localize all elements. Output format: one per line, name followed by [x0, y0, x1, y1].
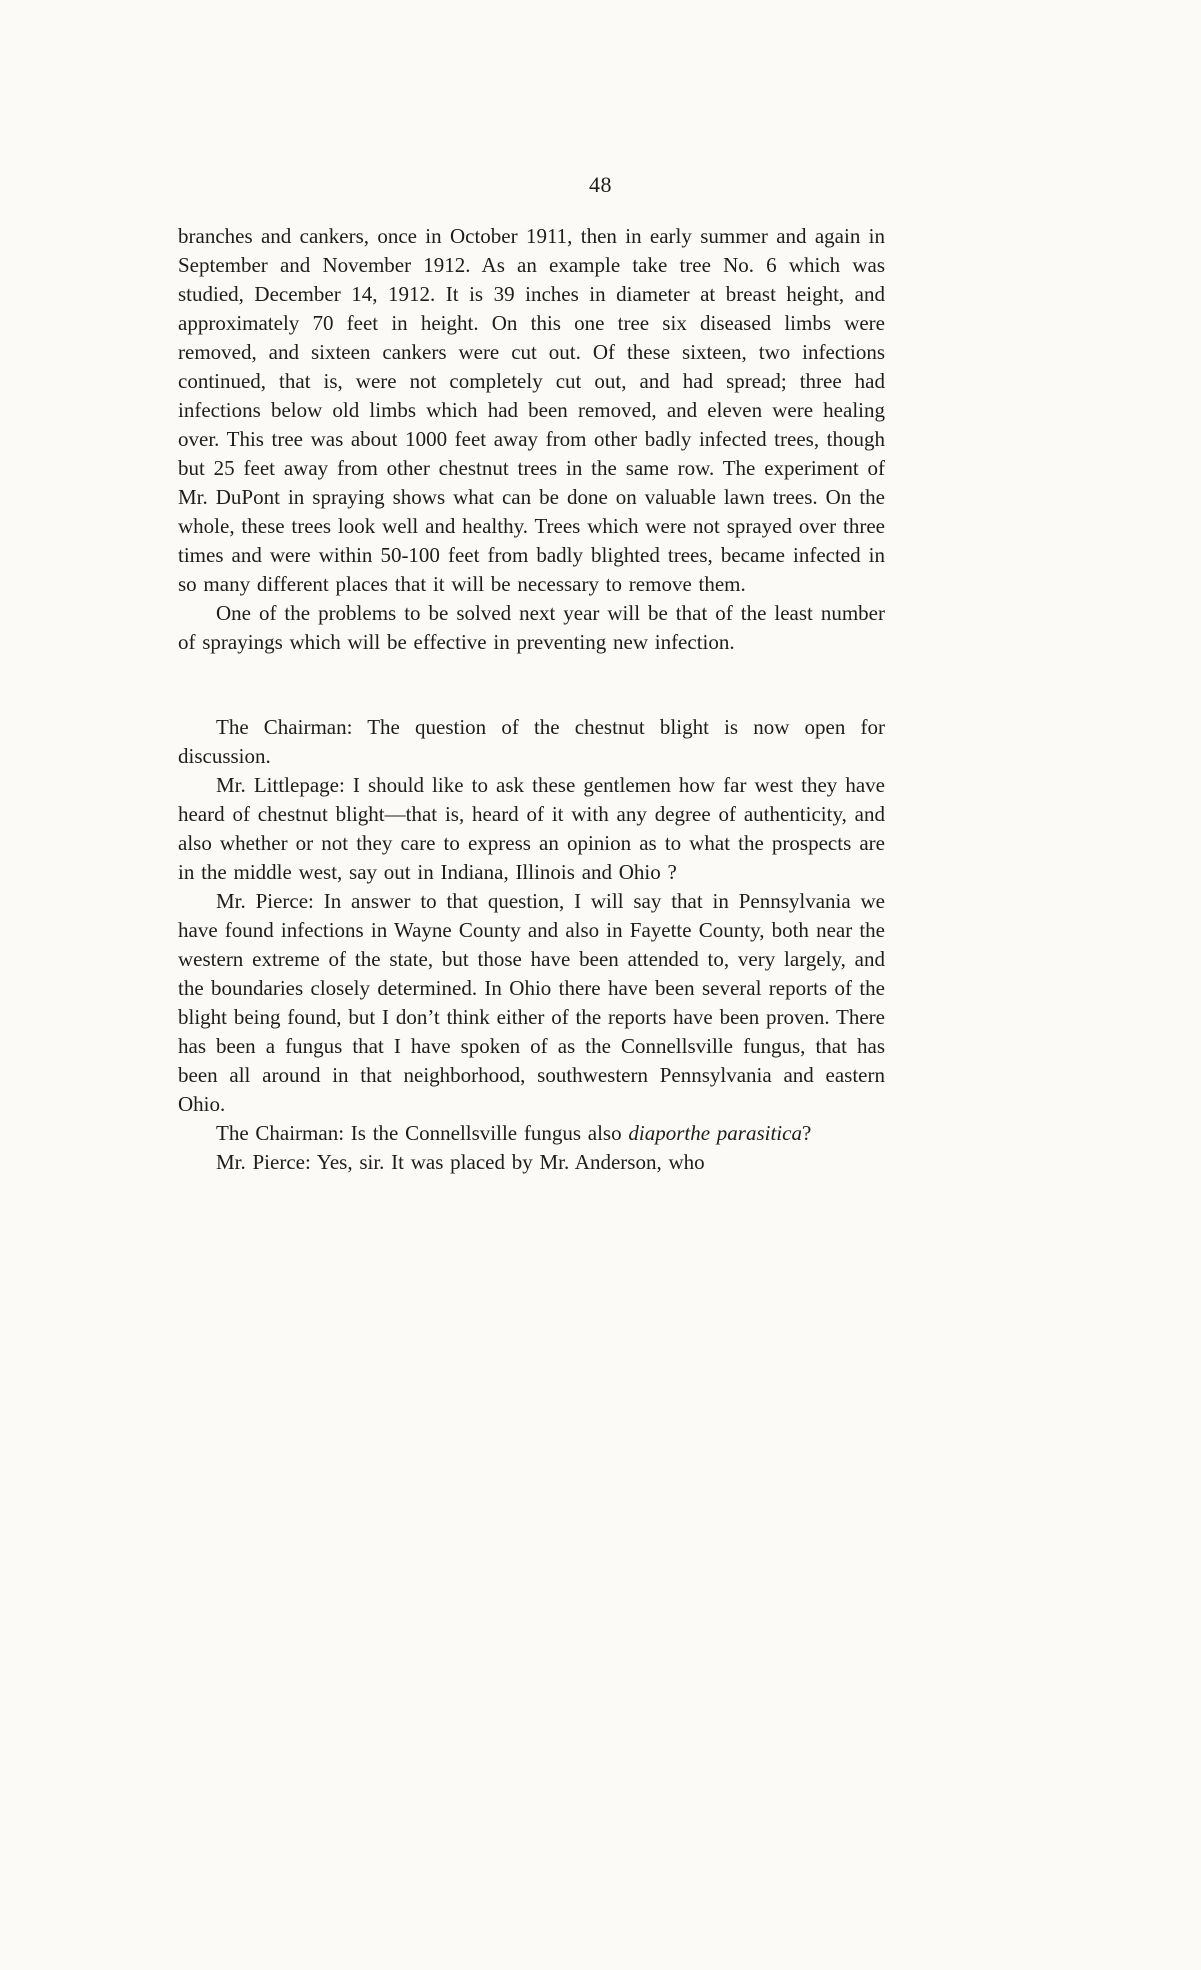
text-segment: The Chairman: Is the Connellsville fungus also — [216, 1121, 629, 1145]
paragraph — [178, 1119, 885, 1148]
text-block — [178, 222, 885, 1177]
page-number: 48 — [589, 172, 612, 197]
text-segment: Mr. Littlepage: I should like to ask these gentlemen how far west they have heard of chestnut blight—that is, heard of it with any degree of authenticity, and also whether or not they care to express an opinion as to what the prospects are in the middle west, say out in Indiana, Illinois and Ohio ? — [178, 773, 885, 884]
text-segment: ? — [801, 1121, 812, 1145]
text-segment: One of the problems to be solved next year will be that of the least number of sprayings which will be effective in preventing new infection. — [178, 601, 885, 654]
paragraph — [178, 771, 885, 887]
text-segment: Mr. Pierce: In answer to that question, I will say that in Pennsylvania we have found infections in Wayne County and also in Fayette County, both near the western extreme of the state, but those have been attended to, very largely, and the boundaries closely determined. In Ohio there have been several reports of the blight being found, but I don’t think either of the reports have been proven. There has been a fungus that I have spoken of as the Connellsville fungus, that has been all around in that neighborhood, southwestern Pennsylvania and eastern Ohio. — [178, 889, 885, 1116]
paragraph — [178, 1148, 885, 1177]
text-segment: Mr. Pierce: Yes, sir. It was placed by Mr. Anderson, who — [216, 1150, 705, 1174]
paragraph — [178, 599, 885, 657]
paragraph — [178, 887, 885, 1119]
italic-text-segment: diaporthe parasitica — [628, 1121, 802, 1145]
text-segment: The Chairman: The question of the chestnut blight is now open for discussion. — [178, 715, 885, 768]
paragraph — [178, 713, 885, 771]
text-segment: branches and cankers, once in October 1911, then in early summer and again in September and November 1912. As an example take tree No. 6 which was studied, December 14, 1912. It is 39 inches in diameter at breast height, and approximately 70 feet in height. On this one tree six diseased limbs were removed, and sixteen cankers were cut out. Of these sixteen, two infections continued, that is, were not completely cut out, and had spread; three had infections below old limbs which had been removed, and eleven were healing over. This tree was about 1000 feet away from other badly infected trees, though but 25 feet away from other chestnut trees in the same row. The experiment of Mr. DuPont in spraying shows what can be done on valuable lawn trees. On the whole, these trees look well and healthy. Trees which were not sprayed over three times and were within 50-100 feet from badly blighted trees, became infected in so many different places that it will be necessary to remove them. — [178, 224, 885, 596]
paragraph — [178, 222, 885, 599]
